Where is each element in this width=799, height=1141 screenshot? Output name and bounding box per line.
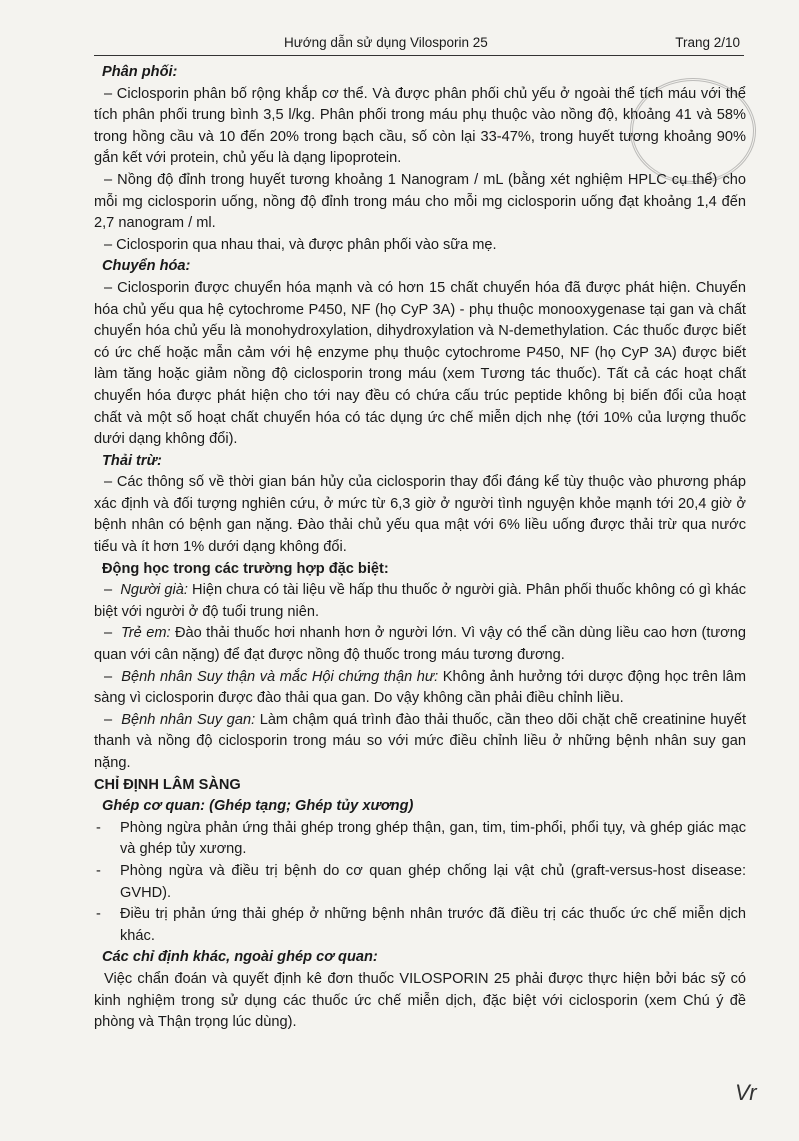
bullet-item xyxy=(94,818,746,861)
list-item: – Bệnh nhân Suy thận và mắc Hội chứng thận hư: Không ảnh hưởng tới dược động học trên lâm sàng vì ciclosporin được đào thải qua gan. Do vậy không cần phải điều chỉnh liều. xyxy=(94,668,746,707)
heading-chuyen-hoa: Chuyển hóa: xyxy=(102,258,191,275)
item-text: Đào thải thuốc hơi nhanh hơn ở người lớn. Vì vậy có thể cần dùng liều cao hơn (tương quan với cân nặng) để đạt được nồng độ thuốc trong máu tương đương. xyxy=(94,625,746,664)
paragraph: Việc chẩn đoán và quyết định kê đơn thuốc VILOSPORIN 25 phải được thực hiện bởi bác sỹ có kinh nghiệm trong sử dụng các thuốc ức chế miễn dịch, đặc biệt với ciclosporin (xem Chú ý đề phòng và Thận trọng lúc dùng). xyxy=(94,970,746,1031)
bullet-dash: - xyxy=(96,906,101,923)
paragraph: – Các thông số về thời gian bán hủy của ciclosporin thay đổi đáng kể tùy thuộc vào phương pháp xác định và đối tượng nghiên cứu, ở mức từ 6,3 giờ ở người tình nguyện khỏe mạnh tới 20,4 giờ ở bệnh nhân có bệnh gan nặng. Đào thải chủ yếu qua mật với 6% liều uống được thải trừ qua nước tiểu và ít hơn 1% dưới dạng không đổi. xyxy=(94,474,746,556)
bullet-text: Điều trị phản ứng thải ghép ở những bệnh nhân trước đã điều trị các thuốc ức chế miễn dịch khác. xyxy=(120,906,746,944)
item-label: Bệnh nhân Suy gan: xyxy=(121,711,256,728)
handwritten-signature: Vr xyxy=(735,1080,757,1105)
bullet-item xyxy=(94,904,746,947)
subheading-ghep-co-quan: Ghép cơ quan: (Ghép tạng; Ghép tủy xương) xyxy=(102,798,414,815)
item-label: Người già: xyxy=(120,582,188,599)
bullet-text: Phòng ngừa phản ứng thải ghép trong ghép thận, gan, tim, tim-phổi, phổi tụy, và ghép giác mạc và ghép tủy xương. xyxy=(120,819,746,858)
item-text: Làm chậm quá trình đào thải thuốc, cần theo dõi chặt chẽ creatinine huyết thanh và nồng độ ciclosporin trong máu so với mức điều chỉnh liều ở những bệnh nhân suy gan nặng. xyxy=(94,711,746,771)
paragraph: – Ciclosporin được chuyển hóa mạnh và có hơn 15 chất chuyển hóa đã được phát hiện. Chuyển hóa chủ yếu qua hệ cytochrome P450, NF (họ CyP 3A) - phụ thuộc monooxygenase tại gan và chất chuyển hóa chủ yếu là monohydroxylation, dihydroxylation và N-demethylation. Các thuốc được biết có ức chế hoặc mẫn cảm với hệ enzyme phụ thuộc cytochrome P450, NF (họ CyP 3A) được biết làm tăng hoặc giảm nồng độ ciclosporin trong máu (xem Tương tác thuốc). Tất cả các hoạt chất chuyển hóa được phát hiện cho tới nay đều có chứa cấu trúc peptide không bị biến đổi của hoạt chất và một số hoạt chất chuyển hóa có tác dụng ức chế miễn dịch nhẹ (tới 10% của lượng thuốc dưới dạng không đổi). xyxy=(94,279,746,448)
bullet-text: Phòng ngừa và điều trị bệnh do cơ quan ghép chống lại vật chủ (graft-versus-host disease: GVHD). xyxy=(120,862,746,901)
paragraph: – Ciclosporin phân bố rộng khắp cơ thể. Và được phân phối chủ yếu ở ngoài thể tích máu với thể tích phân phối trung bình 3,5 l/kg. Phân phối trong máu phụ thuộc vào nồng độ, khoảng 41 và 58% trong hồng cầu và 10 đến 20% trong bạch cầu, số còn lại 33-47%, trong huyết tương khoảng 90% gắn kết với protein, chủ yếu là dạng lipoprotein. xyxy=(94,85,746,167)
item-label: Bệnh nhân Suy thận và mắc Hội chứng thận hư: xyxy=(121,668,439,685)
paragraph: – Ciclosporin qua nhau thai, và được phân phối vào sữa mẹ. xyxy=(104,236,497,253)
list-item: – Trẻ em: Đào thải thuốc hơi nhanh hơn ở người lớn. Vì vậy có thể cần dùng liều cao hơn (tương quan với cân nặng) để đạt được nồng độ thuốc trong máu tương đương. xyxy=(94,625,746,664)
page-header xyxy=(94,35,744,56)
item-text: Không ảnh hưởng tới dược động học trên lâm sàng vì ciclosporin được đào thải qua gan. Do vậy không cần phải điều chỉnh liều. xyxy=(94,668,746,707)
list-item: – Bệnh nhân Suy gan: Làm chậm quá trình đào thải thuốc, cần theo dõi chặt chẽ creatinine huyết thanh và nồng độ ciclosporin trong máu so với mức điều chỉnh liều ở những bệnh nhân suy gan nặng. xyxy=(94,711,746,771)
paragraph: – Nồng độ đỉnh trong huyết tương khoảng 1 Nanogram / mL (bằng xét nghiệm HPLC cụ thể) cho mỗi mg ciclosporin uống, nồng độ đỉnh trong máu cho mỗi mg ciclosporin uống đạt khoảng 1,4 đến 2,7 nanogram / ml. xyxy=(94,171,746,232)
bullet-item xyxy=(94,861,746,904)
heading-chi-dinh: CHỈ ĐỊNH LÂM SÀNG xyxy=(94,776,241,793)
document-body xyxy=(94,62,746,1034)
subheading-chi-dinh-khac: Các chỉ định khác, ngoài ghép cơ quan: xyxy=(102,949,378,966)
bullet-dash: - xyxy=(96,862,101,879)
document-title: Hướng dẫn sử dụng Vilosporin 25 xyxy=(284,35,488,50)
item-label: Trẻ em: xyxy=(120,625,171,642)
bullet-dash: - xyxy=(96,819,101,836)
heading-dong-hoc: Động học trong các trường hợp đặc biệt: xyxy=(102,560,389,577)
page-number: Trang 2/10 xyxy=(675,35,740,50)
list-item: – Người già: Hiện chưa có tài liệu về hấp thu thuốc ở người già. Phân phối thuốc không có gì khác biệt với người ở độ tuổi trung niên. xyxy=(94,582,746,620)
item-text: Hiện chưa có tài liệu về hấp thu thuốc ở người già. Phân phối thuốc không có gì khác biệt với người ở độ tuổi trung niên. xyxy=(94,582,746,620)
heading-thai-tru: Thải trừ: xyxy=(102,452,162,469)
heading-phan-phoi: Phân phối: xyxy=(102,64,178,80)
